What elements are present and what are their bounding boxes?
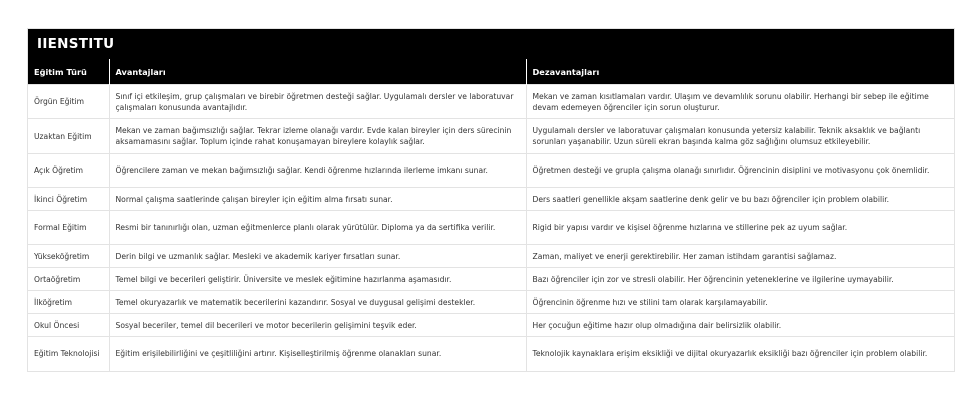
cell-type: Okul Öncesi	[28, 314, 109, 337]
cell-type: İkinci Öğretim	[28, 188, 109, 211]
cell-type: Eğitim Teknolojisi	[28, 337, 109, 371]
cell-disadvantages: Ders saatleri genellikle akşam saatlerine denk gelir ve bu bazı öğrenciler için problem olabilir.	[526, 188, 954, 211]
cell-advantages: Temel bilgi ve becerileri geliştirir. Üniversite ve meslek eğitimine hazırlanma aşamasıdır.	[109, 268, 526, 291]
cell-advantages: Sosyal beceriler, temel dil becerileri ve motor becerilerin gelişimini teşvik eder.	[109, 314, 526, 337]
table-row	[28, 119, 954, 154]
header-education-type: Eğitim Türü	[28, 59, 109, 85]
cell-type: Örgün Eğitim	[28, 85, 109, 119]
table-row	[28, 268, 954, 291]
cell-disadvantages: Rigid bir yapısı vardır ve kişisel öğrenme hızlarına ve stillerine pek az uyum sağlar.	[526, 211, 954, 245]
cell-advantages: Derin bilgi ve uzmanlık sağlar. Mesleki ve akademik kariyer fırsatları sunar.	[109, 245, 526, 268]
table-row	[28, 314, 954, 337]
cell-disadvantages: Her çocuğun eğitime hazır olup olmadığına dair belirsizlik olabilir.	[526, 314, 954, 337]
cell-disadvantages: Zaman, maliyet ve enerji gerektirebilir. Her zaman istihdam garantisi sağlamaz.	[526, 245, 954, 268]
cell-disadvantages: Uygulamalı dersler ve laboratuvar çalışmaları konusunda yetersiz kalabilir. Teknik aksaklık ve bağlantı sorunları yaşanabilir. Uzun süreli ekran başında kalma göz sağlığını olumsuz etkileyebilir.	[526, 119, 954, 154]
table-row	[28, 291, 954, 314]
header-disadvantages: Dezavantajları	[532, 66, 600, 77]
cell-disadvantages: Öğretmen desteği ve grupla çalışma olanağı sınırlıdır. Öğrencinin disiplini ve motivasyonu çok önemlidir.	[526, 154, 954, 188]
header-advantages: Avantajları	[109, 59, 526, 85]
cell-type: Açık Öğretim	[28, 154, 109, 188]
cell-type: Formal Eğitim	[28, 211, 109, 245]
cell-type: Uzaktan Eğitim	[28, 119, 109, 154]
cell-advantages: Normal çalışma saatlerinde çalışan bireyler için eğitim alma fırsatı sunar.	[109, 188, 526, 211]
cell-advantages: Öğrencilere zaman ve mekan bağımsızlığı sağlar. Kendi öğrenme hızlarında ilerleme imkanı sunar.	[109, 154, 526, 188]
comparison-table-card	[27, 28, 955, 372]
cell-type: Yükseköğretim	[28, 245, 109, 268]
table-row	[28, 245, 954, 268]
table-row	[28, 337, 954, 371]
cell-advantages: Resmi bir tanınırlığı olan, uzman eğitmenlerce planlı olarak yürütülür. Diploma ya da sertifika verilir.	[109, 211, 526, 245]
cell-disadvantages: Mekan ve zaman kısıtlamaları vardır. Ulaşım ve devamlılık sorunu olabilir. Herhangi bir sebep ile eğitime devam edemeyen öğrenciler için sorun oluşturur.	[526, 85, 954, 119]
table-row	[28, 154, 954, 188]
cell-advantages: Mekan ve zaman bağımsızlığı sağlar. Tekrar izleme olanağı vardır. Evde kalan bireyler için ders sürecinin aksamamasını sağlar. Toplum içinde rahat konuşamayan bireylere kolaylık sağlar.	[109, 119, 526, 154]
cell-advantages: Temel okuryazarlık ve matematik becerilerini kazandırır. Sosyal ve duygusal gelişimi destekler.	[109, 291, 526, 314]
brand-title: IIENSTITU	[28, 29, 954, 59]
cell-disadvantages: Öğrencinin öğrenme hızı ve stilini tam olarak karşılamayabilir.	[526, 291, 954, 314]
cell-disadvantages: Bazı öğrenciler için zor ve stresli olabilir. Her öğrencinin yeteneklerine ve ilgilerine uymayabilir.	[526, 268, 954, 291]
cell-type: İlköğretim	[28, 291, 109, 314]
table-row	[28, 211, 954, 245]
education-comparison-table	[28, 59, 954, 371]
cell-advantages: Eğitim erişilebilirliğini ve çeşitliliğini artırır. Kişiselleştirilmiş öğrenme olanakları sunar.	[109, 337, 526, 371]
table-row	[28, 188, 954, 211]
cell-advantages: Sınıf içi etkileşim, grup çalışmaları ve birebir öğretmen desteği sağlar. Uygulamalı dersler ve laboratuvar çalışmaları konusunda avantajlıdır.	[109, 85, 526, 119]
table-header-row	[28, 59, 954, 85]
cell-disadvantages: Teknolojik kaynaklara erişim eksikliği ve dijital okuryazarlık eksikliği bazı öğrenciler için problem olabilir.	[526, 337, 954, 371]
table-row	[28, 85, 954, 119]
cell-type: Ortaöğretim	[28, 268, 109, 291]
